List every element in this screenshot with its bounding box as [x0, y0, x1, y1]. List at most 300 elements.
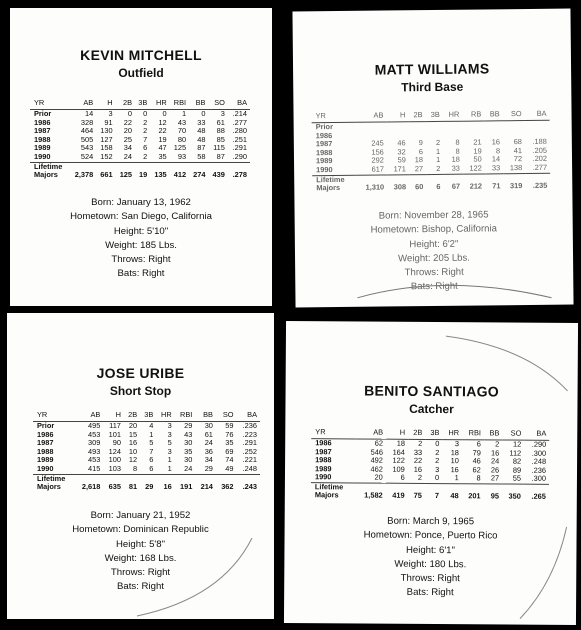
stat-cell: 6 — [143, 143, 148, 153]
stat-cell — [408, 131, 425, 140]
stat-cell: 48 — [197, 134, 206, 144]
column-header: H — [96, 98, 115, 110]
stat-cell: 47 — [158, 143, 167, 153]
stat-cell: 122 — [469, 163, 482, 173]
column-header: H — [103, 410, 124, 422]
stat-cell: 35 — [225, 438, 234, 448]
bio-line: Weight: 185 Lbs. — [105, 239, 177, 251]
stat-cell: 87 — [216, 151, 225, 161]
stat-cell: 2 — [143, 117, 148, 127]
player-card-williams — [292, 9, 573, 308]
stat-cell: 1 — [454, 473, 459, 483]
stat-cell: 3 — [454, 439, 460, 449]
lifetime-stat-cell: 1,582 — [364, 490, 383, 500]
column-header: 2B — [408, 428, 425, 440]
row-year: 1989 — [37, 455, 54, 465]
lifetime-stat-cell: 48 — [450, 491, 459, 501]
row-year: 1988 — [34, 134, 51, 144]
bio-line: Born: January 13, 1962 — [91, 197, 191, 208]
stat-cell — [525, 120, 550, 129]
column-header: YR — [311, 427, 355, 439]
row-year: 1986 — [315, 438, 332, 448]
stat-cell: 35 — [158, 151, 167, 161]
lifetime-stat-cell: .265 — [531, 491, 546, 501]
stat-cell: 89 — [512, 465, 522, 475]
player-name: JOSE URIBE — [96, 365, 185, 381]
stats-grid — [312, 109, 551, 193]
stat-cell: 80 — [177, 134, 187, 144]
stat-cell: .290 — [531, 439, 547, 449]
lifetime-stat-cell: 60 — [415, 181, 424, 191]
column-header: SO — [216, 410, 237, 422]
stat-cell: 36 — [204, 446, 213, 456]
stat-cell: 100 — [108, 455, 121, 465]
column-header: YR — [30, 98, 69, 110]
stat-cell: 24 — [204, 438, 213, 448]
stat-cell: 115 — [213, 143, 225, 153]
bio-line: Throws: Right — [404, 266, 464, 279]
lifetime-majors-label: Majors — [314, 490, 339, 500]
column-header: YR — [312, 111, 356, 123]
stat-cell — [356, 122, 387, 131]
stat-cell: .280 — [232, 126, 247, 136]
lifetime-label: Lifetime — [312, 173, 550, 184]
stats-grid — [33, 410, 260, 491]
stat-cell: .188 — [532, 136, 547, 147]
stat-cell: 18 — [396, 438, 406, 448]
stat-cell: 15 — [128, 429, 138, 439]
column-header: 3B — [140, 410, 156, 422]
stat-cell: 33 — [413, 447, 423, 457]
stat-cell: 453 — [87, 429, 101, 439]
lifetime-label: Lifetime — [311, 483, 549, 493]
column-header: BB — [195, 410, 216, 422]
stat-cell: .291 — [232, 143, 247, 153]
row-year: 1986 — [34, 117, 51, 127]
stat-cell: 16 — [491, 137, 501, 147]
column-header: SO — [502, 428, 524, 440]
stat-cell: 0 — [143, 109, 148, 118]
stat-cell: 2 — [495, 439, 500, 449]
lifetime-stat-cell: 2,618 — [81, 481, 101, 491]
stat-cell: 12 — [513, 439, 522, 449]
bio-line: Weight: 168 Lbs. — [104, 552, 177, 564]
player-name: KEVIN MITCHELL — [80, 47, 202, 63]
column-header: BA — [237, 410, 260, 422]
row-year: Prior — [34, 109, 52, 118]
stats-grid — [30, 98, 250, 179]
stats-grid — [311, 427, 550, 501]
stat-cell: 19 — [158, 134, 167, 144]
stat-cell: 68 — [513, 137, 522, 147]
row-year: 1989 — [314, 463, 332, 474]
stat-cell: 495 — [87, 421, 101, 430]
bio-line: Throws: Right — [400, 572, 460, 585]
player-position: Short Stop — [109, 384, 172, 398]
column-header: SO — [208, 98, 227, 110]
player-position: Outfield — [118, 66, 164, 80]
stat-cell: 26 — [490, 465, 500, 475]
lifetime-stat-cell: 412 — [173, 169, 187, 179]
stat-cell: 1 — [435, 146, 441, 156]
stat-cell: 1 — [167, 455, 172, 465]
stat-cell: 2 — [435, 138, 441, 148]
stat-cell: 33 — [451, 163, 460, 173]
stat-cell: 0 — [127, 109, 133, 118]
row-year: 1987 — [315, 139, 333, 149]
bio-line: Bats: Right — [410, 281, 458, 293]
column-header: BB — [189, 98, 208, 110]
stat-cell: 6 — [149, 455, 154, 465]
bio-line: Born: March 9, 1965 — [387, 515, 475, 528]
stat-cell: 122 — [392, 455, 405, 466]
stat-cell: 24 — [123, 151, 133, 161]
column-header: HR — [156, 410, 174, 422]
column-header: YR — [33, 410, 74, 422]
stat-cell: 8 — [133, 463, 138, 473]
stat-cell: 127 — [100, 134, 113, 144]
lifetime-stat-cell: .243 — [242, 481, 257, 491]
stat-cell: 87 — [197, 143, 206, 153]
lifetime-stat-cell: 16 — [163, 481, 172, 491]
stat-cell: 7 — [143, 134, 148, 144]
stat-cell — [462, 121, 484, 130]
stat-cell: 6 — [149, 463, 154, 473]
stat-cell: 29 — [204, 463, 213, 473]
lifetime-row — [312, 181, 550, 192]
stat-cell: 9 — [418, 138, 423, 148]
lifetime-stat-cell: 308 — [393, 181, 407, 191]
bio-line: Height: 5'10" — [113, 225, 169, 237]
stat-cell: 0 — [435, 473, 440, 483]
stat-cell: 2 — [435, 447, 440, 457]
stat-cell: 22 — [413, 456, 423, 466]
stat-cell: 12 — [158, 117, 167, 127]
stat-cell: .221 — [242, 455, 257, 465]
column-header: H — [386, 110, 408, 122]
lifetime-stat-cell: 419 — [392, 490, 405, 500]
stat-cell — [503, 121, 525, 130]
stat-cell: 245 — [371, 138, 384, 148]
stat-cell: 7 — [149, 446, 154, 456]
stat-cell: 49 — [225, 463, 234, 473]
row-year: 1986 — [37, 429, 54, 439]
stat-cell: 109 — [392, 464, 405, 474]
stat-cell: 2 — [143, 126, 148, 136]
lifetime-stat-cell: 635 — [108, 481, 121, 491]
stat-cell: 1 — [167, 463, 172, 473]
stat-cell: .291 — [242, 438, 257, 448]
row-year: Prior — [315, 122, 333, 132]
stat-cell: 462 — [370, 464, 383, 474]
bio-block — [7, 509, 274, 595]
stat-cell: .251 — [232, 134, 247, 144]
column-header: 3B — [425, 110, 442, 122]
stats-table — [294, 109, 573, 193]
stat-cell: 33 — [197, 117, 206, 127]
stat-cell: .205 — [532, 145, 547, 155]
lifetime-stat-cell: 274 — [193, 169, 206, 179]
bio-line: Throws: Right — [110, 567, 171, 579]
stat-cell: 101 — [108, 429, 121, 439]
stat-cell: 2 — [143, 151, 148, 161]
stat-cell: 4 — [149, 421, 154, 430]
lifetime-stat-cell: 75 — [413, 490, 422, 500]
stat-cell: 130 — [100, 126, 113, 136]
stat-cell — [426, 130, 443, 139]
stat-cell: 156 — [371, 147, 384, 157]
stat-cell: 20 — [123, 126, 133, 136]
column-header: 2B — [408, 110, 425, 122]
lifetime-majors-label: Majors — [37, 481, 61, 491]
bio-line: Height: 6'1" — [405, 544, 455, 556]
row-year: 1990 — [314, 472, 332, 482]
stat-cell: 415 — [87, 463, 101, 473]
stat-cell: 2 — [418, 438, 423, 448]
stat-cell: 3 — [167, 421, 172, 430]
lifetime-stat-cell: 29 — [145, 481, 154, 491]
stat-cell: 292 — [371, 155, 384, 166]
stat-cell: 164 — [392, 447, 405, 457]
column-header: BB — [484, 428, 502, 440]
lifetime-stat-cell: 2,378 — [74, 169, 94, 179]
lifetime-label: Lifetime — [33, 474, 260, 483]
stat-cell: 35 — [184, 446, 193, 456]
column-header: 2B — [124, 410, 140, 422]
stat-cell: 61 — [204, 429, 213, 439]
lifetime-row — [30, 171, 250, 180]
stat-cell: 18 — [450, 447, 459, 457]
stat-cell: 117 — [109, 421, 121, 430]
stat-cell: 14 — [84, 109, 94, 118]
stat-cell: .252 — [242, 446, 257, 456]
stat-cell: 103 — [108, 463, 121, 473]
stat-cell: 18 — [414, 155, 424, 165]
stat-cell — [386, 122, 408, 131]
lifetime-stat-cell: 439 — [212, 169, 225, 179]
stats-table — [10, 98, 272, 179]
bio-line: Born: November 28, 1965 — [378, 209, 489, 222]
row-year: 1989 — [34, 143, 51, 153]
column-header: 3B — [135, 98, 150, 110]
stat-cell: 12 — [128, 455, 138, 465]
stat-cell: 21 — [473, 137, 482, 147]
row-year: 1988 — [37, 446, 54, 456]
stats-header-row — [30, 98, 250, 110]
lifetime-stat-cell: 319 — [509, 180, 523, 190]
stat-cell: 25 — [123, 134, 133, 144]
stats-row — [30, 153, 250, 162]
stat-cell: 138 — [509, 163, 523, 173]
stat-cell: 24 — [184, 463, 193, 473]
stat-cell: 6 — [400, 473, 405, 483]
stat-cell: 3 — [435, 464, 440, 474]
stat-cell: .290 — [232, 151, 247, 161]
column-header: AB — [356, 110, 387, 122]
player-position: Third Base — [401, 79, 464, 95]
bio-line: Throws: Right — [111, 254, 171, 266]
lifetime-majors-label: Majors — [316, 182, 341, 192]
lifetime-stat-cell: .278 — [232, 169, 247, 179]
stat-cell: 24 — [490, 456, 500, 466]
stat-cell: 171 — [393, 164, 406, 174]
lifetime-row — [311, 491, 549, 501]
row-year: Prior — [37, 421, 55, 430]
stat-cell: 20 — [128, 421, 138, 430]
stat-cell: 34 — [204, 455, 213, 465]
stat-cell: 3 — [108, 109, 113, 118]
stat-cell: 50 — [473, 154, 482, 164]
lifetime-stat-cell: 135 — [154, 169, 167, 179]
stat-cell: 27 — [414, 164, 424, 174]
stat-cell: 61 — [216, 117, 225, 127]
stat-cell: 10 — [128, 446, 138, 456]
stat-cell: 125 — [173, 143, 187, 153]
bio-block — [10, 196, 272, 282]
stat-cell: 79 — [472, 447, 481, 457]
lifetime-stat-cell: 191 — [179, 481, 193, 491]
stat-cell: 112 — [509, 448, 522, 458]
column-header: SO — [503, 109, 525, 121]
row-year: 1989 — [315, 156, 333, 166]
row-year: 1987 — [315, 446, 332, 456]
column-header: RBI — [170, 98, 189, 110]
stat-cell: .277 — [232, 117, 247, 127]
column-header: HR — [443, 110, 463, 122]
stat-cell: 543 — [80, 143, 94, 153]
stat-cell — [443, 130, 463, 139]
column-header: BB — [484, 109, 503, 121]
stat-cell: 1 — [149, 429, 154, 439]
column-header: 3B — [425, 428, 442, 440]
stat-cell: 33 — [491, 163, 501, 173]
stat-cell: 0 — [435, 439, 440, 449]
stat-cell: 158 — [100, 143, 113, 153]
column-header: RBI — [462, 428, 484, 440]
stat-cell: 91 — [104, 117, 113, 127]
stat-cell: 8 — [455, 137, 460, 147]
stat-cell: .223 — [242, 429, 257, 439]
lifetime-stat-cell: 95 — [490, 491, 499, 501]
stat-cell: 3 — [220, 109, 225, 118]
stat-cell: 29 — [184, 421, 193, 430]
stat-cell: 453 — [87, 455, 101, 465]
column-header: RB — [462, 109, 484, 121]
lifetime-stat-cell: 1,310 — [365, 182, 385, 192]
stats-header-row — [33, 410, 260, 422]
column-header: RBI — [175, 410, 196, 422]
bio-line: Hometown: Ponce, Puerto Rico — [363, 529, 498, 542]
player-name: MATT WILLIAMS — [374, 60, 490, 78]
row-year: 1990 — [316, 165, 333, 175]
stat-cell: 16 — [128, 438, 138, 448]
stat-cell: 3 — [167, 429, 172, 439]
row-year: 1990 — [34, 151, 51, 161]
bio-line: Born: January 21, 1952 — [90, 510, 191, 521]
lifetime-stat-cell: 7 — [434, 490, 440, 501]
stat-cell: 18 — [451, 155, 460, 165]
stat-cell: .300 — [531, 448, 547, 458]
stat-cell: 82 — [512, 456, 522, 466]
column-header: BA — [525, 109, 550, 121]
bio-line: Bats: Right — [117, 581, 164, 593]
stat-cell: 59 — [397, 155, 406, 165]
row-year: 1987 — [37, 438, 54, 448]
stat-cell: 20 — [374, 472, 383, 483]
lifetime-stat-cell: 19 — [139, 169, 148, 179]
stat-cell: 2 — [435, 456, 440, 466]
stat-cell: 41 — [513, 145, 523, 155]
stat-cell: 22 — [123, 117, 133, 127]
stat-cell: 58 — [197, 151, 206, 161]
column-header: 2B — [116, 98, 135, 110]
lifetime-stat-cell: 201 — [468, 491, 481, 501]
stat-cell: 43 — [184, 429, 193, 439]
stat-cell: 32 — [397, 147, 406, 157]
player-card-mitchell — [10, 8, 272, 306]
stats-row — [33, 465, 260, 474]
stat-cell: 16 — [491, 448, 500, 458]
stat-cell: 5 — [167, 438, 172, 448]
stat-cell: 16 — [450, 464, 459, 474]
bio-line: Weight: 180 Lbs. — [394, 558, 467, 571]
column-header: BA — [228, 98, 250, 110]
stat-cell: 493 — [87, 446, 101, 456]
stat-cell: 492 — [370, 455, 383, 465]
bio-line: Height: 5'8" — [116, 538, 165, 550]
bio-block — [295, 208, 574, 297]
stat-cell: 2 — [436, 163, 441, 173]
stat-cell: 90 — [112, 438, 121, 448]
stat-cell: 6 — [418, 146, 423, 156]
stat-cell: 124 — [108, 446, 121, 456]
stat-cell: 464 — [80, 126, 94, 136]
lifetime-stat-cell: 212 — [469, 181, 483, 191]
bio-line: Bats: Right — [117, 268, 165, 280]
row-year: 1988 — [315, 147, 333, 158]
stat-cell: 62 — [374, 438, 384, 448]
lifetime-stat-cell: .235 — [532, 180, 548, 190]
stat-cell: 30 — [204, 421, 213, 430]
stat-cell: .248 — [242, 463, 257, 473]
lifetime-stat-cell: 362 — [221, 481, 234, 491]
stat-cell: .214 — [232, 109, 247, 118]
stat-cell: 1 — [181, 109, 187, 118]
stat-cell — [426, 121, 443, 130]
bio-block — [284, 514, 577, 602]
stat-cell: 546 — [370, 447, 384, 457]
lifetime-stat-cell: 661 — [100, 169, 113, 179]
stat-cell: 1 — [436, 155, 441, 165]
stat-cell: 69 — [225, 446, 234, 456]
column-header: AB — [69, 98, 96, 110]
player-card-santiago — [284, 321, 578, 625]
column-header: HR — [442, 428, 462, 440]
stat-cell: 74 — [225, 455, 234, 465]
stat-cell: 617 — [371, 164, 385, 174]
stat-cell: 55 — [512, 473, 522, 484]
lifetime-majors-label: Majors — [34, 169, 58, 179]
stat-cell: 0 — [201, 109, 206, 118]
lifetime-stat-cell: 81 — [128, 481, 138, 491]
stat-cell: 14 — [491, 154, 501, 164]
stat-cell: 0 — [162, 109, 167, 118]
row-year: 1988 — [315, 455, 332, 465]
stat-cell: 524 — [80, 151, 94, 161]
lifetime-stat-cell: 350 — [508, 491, 521, 501]
column-header: AB — [74, 410, 103, 422]
stat-cell: .300 — [531, 474, 546, 484]
